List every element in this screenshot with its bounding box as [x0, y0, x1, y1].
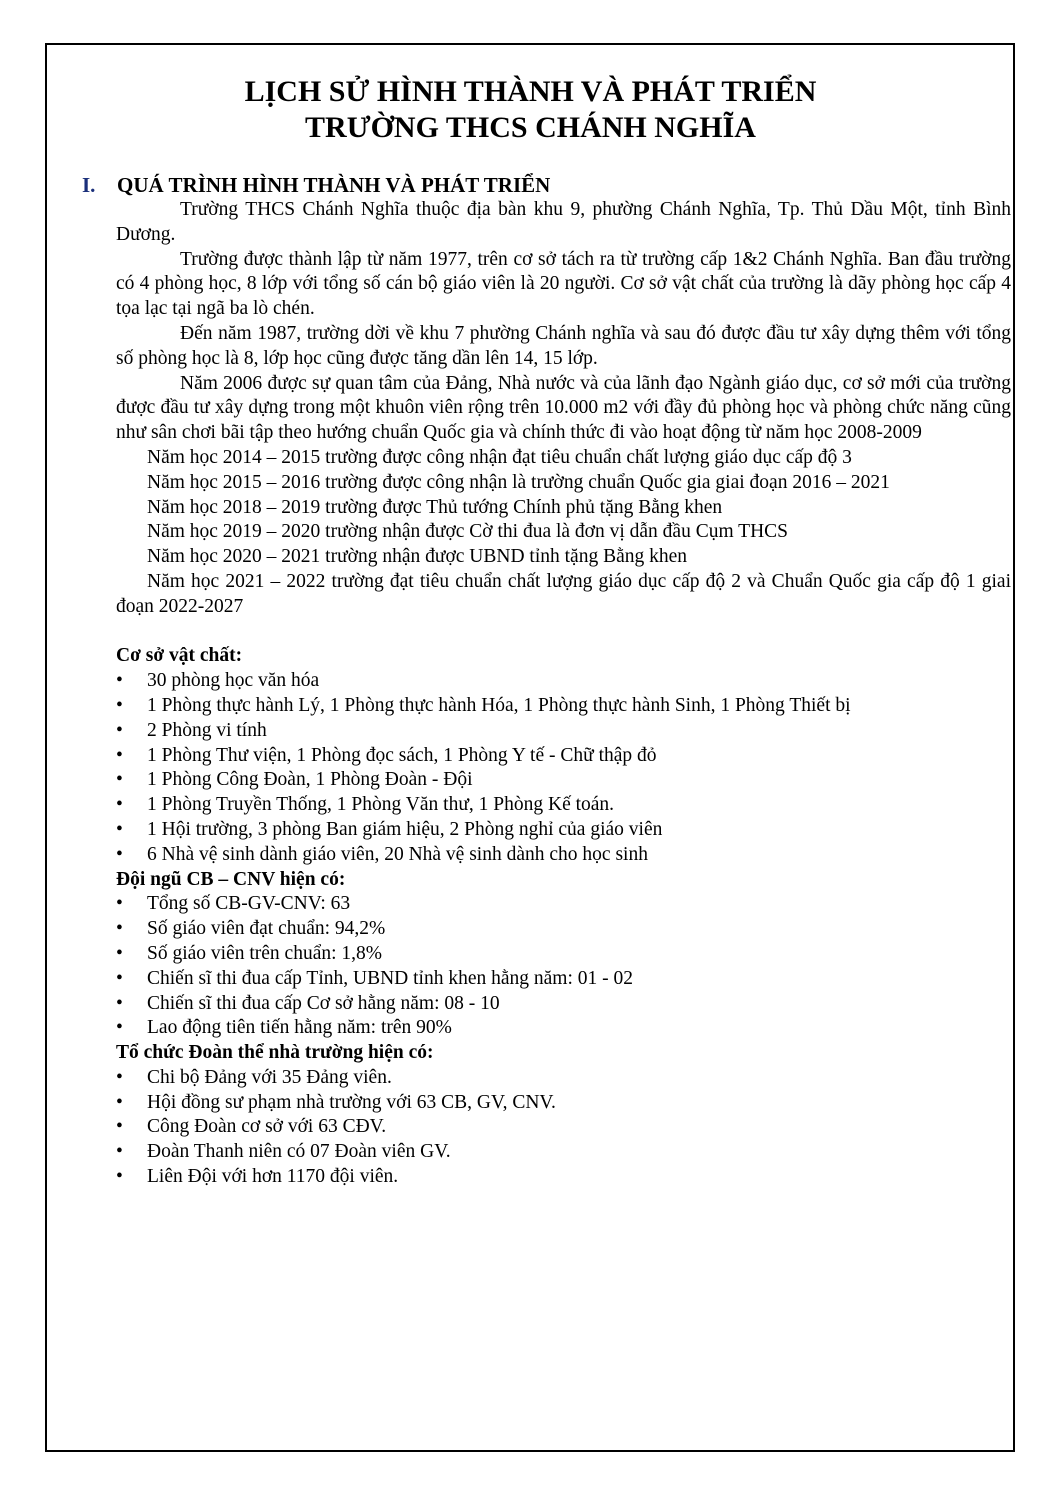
achievement-line: Năm học 2015 – 2016 trường được công nhận là trường chuẩn Quốc gia giai đoạn 2016 – 2021 — [147, 471, 890, 493]
facilities-heading: Cơ sở vật chất: — [116, 645, 243, 667]
bullet-icon: • — [116, 843, 123, 865]
paragraph: Trường được thành lập từ năm 1977, trên cơ sở tách ra từ trường cấp 1&2 Chánh Nghĩa. Ban đầu trường có 4 phòng học, 8 lớp với tổng số cán bộ giáo viên là 20 người. Cơ sở vật chất của trường là dãy phòng học cấp 4 tọa lạc tại ngã ba lò chén. — [116, 248, 1011, 320]
paragraph: Đến năm 1987, trường dời về khu 7 phường Chánh nghĩa và sau đó được đầu tư xây dựng thêm với tổng số phòng học là 8, lớp học cũng được tăng dần lên 14, 15 lớp. — [116, 322, 1011, 369]
document-body — [82, 172, 1011, 1190]
bullet-icon: • — [116, 992, 123, 1014]
spacer — [116, 620, 1011, 645]
list-item: • 30 phòng học văn hóa — [116, 669, 1011, 694]
staff-heading: Đội ngũ CB – CNV hiện có: — [116, 868, 346, 890]
bullet-icon: • — [116, 794, 123, 816]
bullet-icon: • — [116, 967, 123, 989]
bullet-icon: • — [116, 893, 123, 915]
page-title-line-1: LỊCH SỬ HÌNH THÀNH VÀ PHÁT TRIỂN — [244, 75, 817, 108]
list-item: • Số giáo viên đạt chuẩn: 94,2% — [116, 917, 1011, 942]
section-title: QUÁ TRÌNH HÌNH THÀNH VÀ PHÁT TRIỂN — [117, 173, 551, 197]
list-item: • 1 Phòng thực hành Lý, 1 Phòng thực hành Hóa, 1 Phòng thực hành Sinh, 1 Phòng Thiết bị — [116, 694, 1011, 719]
list-item: • 6 Nhà vệ sinh dành giáo viên, 20 Nhà vệ sinh dành cho học sinh — [116, 843, 1011, 868]
list-item: • 1 Phòng Công Đoàn, 1 Phòng Đoàn - Đội — [116, 768, 1011, 793]
organizations-list — [116, 1066, 1011, 1190]
achievement-line: Năm học 2020 – 2021 trường nhận được UBND tỉnh tặng Bằng khen — [147, 546, 688, 568]
list-item: • 1 Phòng Thư viện, 1 Phòng đọc sách, 1 Phòng Y tế - Chữ thập đỏ — [116, 744, 1011, 769]
list-item: • 1 Hội trường, 3 phòng Ban giám hiệu, 2 Phòng nghỉ của giáo viên — [116, 818, 1011, 843]
list-item: • Tổng số CB-GV-CNV: 63 — [116, 892, 1011, 917]
bullet-icon: • — [116, 942, 123, 964]
bullet-icon: • — [116, 1091, 123, 1113]
bullet-icon: • — [116, 769, 123, 791]
bullet-icon: • — [116, 670, 123, 692]
section-heading — [82, 172, 977, 198]
achievement-line: Năm học 2019 – 2020 trường nhận được Cờ thi đua là đơn vị dẫn đầu Cụm THCS — [147, 521, 789, 543]
bullet-icon: • — [116, 818, 123, 840]
list-item: • Đoàn Thanh niên có 07 Đoàn viên GV. — [116, 1140, 1011, 1165]
list-item: • Liên Đội với hơn 1170 đội viên. — [116, 1165, 1011, 1190]
list-item: • Chiến sĩ thi đua cấp Cơ sở hằng năm: 08 - 10 — [116, 992, 1011, 1017]
bullet-icon: • — [116, 1017, 123, 1039]
list-item: • 2 Phòng vi tính — [116, 719, 1011, 744]
list-item: • Chi bộ Đảng với 35 Đảng viên. — [116, 1066, 1011, 1091]
bullet-icon: • — [116, 1141, 123, 1163]
achievement-line: Năm học 2018 – 2019 trường được Thủ tướng Chính phủ tặng Bằng khen — [147, 496, 723, 518]
page-title-line-2: TRƯỜNG THCS CHÁNH NGHĨA — [305, 111, 756, 144]
bullet-icon: • — [116, 719, 123, 741]
achievement-line: Năm học 2014 – 2015 trường được công nhận đạt tiêu chuẩn chất lượng giáo dục cấp độ 3 — [147, 446, 852, 468]
bullet-icon: • — [116, 744, 123, 766]
bullet-icon: • — [116, 1166, 123, 1188]
list-item: • 1 Phòng Truyền Thống, 1 Phòng Văn thư, 1 Phòng Kế toán. — [116, 793, 1011, 818]
section-number: I. — [82, 173, 96, 197]
staff-list — [116, 892, 1011, 1041]
facilities-list — [116, 669, 1011, 867]
achievement-line: Năm học 2021 – 2022 trường đạt tiêu chuẩn chất lượng giáo dục cấp độ 2 và Chuẩn Quốc gia cấp độ 1 giai đoạn 2022-2027 — [116, 570, 1011, 617]
bullet-icon: • — [116, 1116, 123, 1138]
bullet-icon: • — [116, 1066, 123, 1088]
paragraph: Trường THCS Chánh Nghĩa thuộc địa bàn khu 9, phường Chánh Nghĩa, Tp. Thủ Dầu Một, tỉnh Bình Dương. — [116, 199, 1011, 245]
bullet-icon: • — [116, 918, 123, 940]
list-item: • Lao động tiên tiến hằng năm: trên 90% — [116, 1016, 1011, 1041]
organizations-heading: Tổ chức Đoàn thể nhà trường hiện có: — [116, 1042, 434, 1064]
list-item: • Chiến sĩ thi đua cấp Tỉnh, UBND tỉnh khen hằng năm: 01 - 02 — [116, 967, 1011, 992]
list-item: • Số giáo viên trên chuẩn: 1,8% — [116, 942, 1011, 967]
bullet-icon: • — [116, 694, 123, 716]
paragraph: Năm 2006 được sự quan tâm của Đảng, Nhà nước và của lãnh đạo Ngành giáo dục, cơ sở mới của trường được đầu tư xây dựng trong một khuôn viên rộng trên 10.000 m2 với đầy đủ phòng học và phòng chức năng cũng như sân chơi bãi tập theo hướng chuẩn Quốc gia và chính thức đi vào hoạt động từ năm học 2008-2009 — [116, 372, 1011, 444]
list-item: • Công Đoàn cơ sở với 63 CĐV. — [116, 1115, 1011, 1140]
list-item: • Hội đồng sư phạm nhà trường với 63 CB, GV, CNV. — [116, 1091, 1011, 1116]
